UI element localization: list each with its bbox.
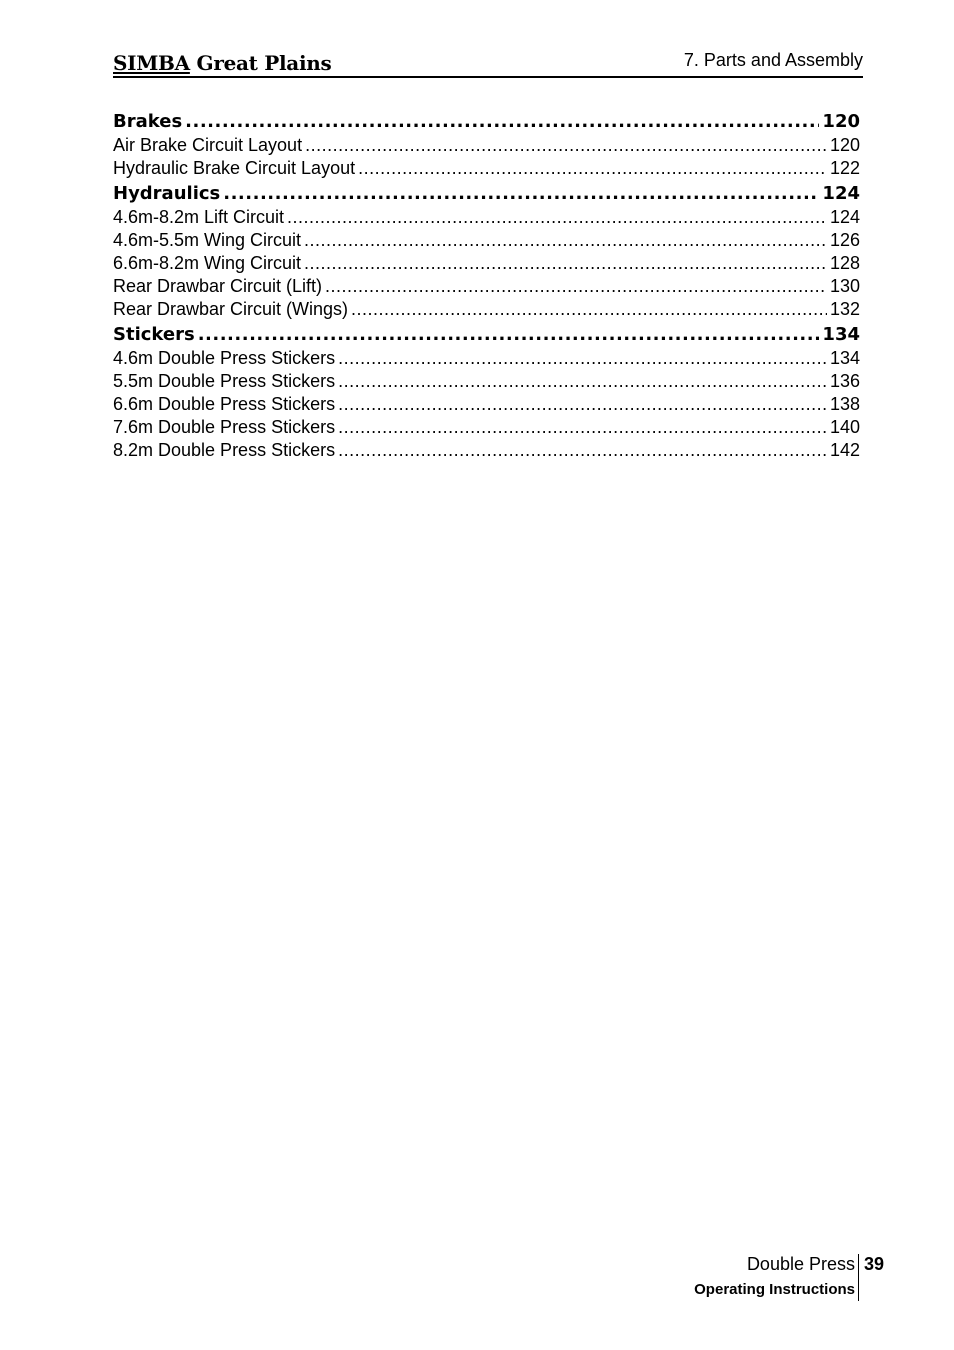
toc-dot-leader — [304, 229, 827, 252]
toc-dot-leader — [338, 439, 827, 462]
toc-label: Hydraulic Brake Circuit Layout — [113, 158, 356, 178]
toc-dot-leader — [304, 252, 827, 275]
toc-label: Air Brake Circuit Layout — [113, 135, 303, 155]
toc-dot-leader — [287, 206, 827, 229]
toc-label: 5.5m Double Press Stickers — [113, 371, 336, 391]
toc-entry[interactable] — [113, 134, 860, 157]
toc-label: 8.2m Double Press Stickers — [113, 440, 336, 460]
toc-dot-leader — [325, 275, 827, 298]
toc-dot-leader — [185, 109, 819, 134]
toc-label: 7.6m Double Press Stickers — [113, 417, 336, 437]
toc-page-number: 120 — [822, 111, 860, 132]
footer-divider — [858, 1254, 859, 1301]
toc-page-number: 138 — [829, 394, 860, 414]
toc-entry[interactable] — [113, 298, 860, 321]
toc-page-number: 120 — [829, 135, 860, 155]
toc-page-number: 126 — [829, 230, 860, 250]
toc-label: Rear Drawbar Circuit (Lift) — [113, 276, 323, 296]
toc-dot-leader — [338, 347, 827, 370]
document-subtitle: Operating Instructions — [694, 1281, 855, 1298]
toc-page-number: 124 — [822, 183, 860, 204]
toc-entry[interactable] — [113, 393, 860, 416]
toc-dot-leader — [198, 322, 820, 347]
toc-label: Brakes — [113, 111, 183, 132]
toc-label: Rear Drawbar Circuit (Wings) — [113, 299, 349, 319]
toc-label: 4.6m-5.5m Wing Circuit — [113, 230, 302, 250]
brand-logo — [113, 51, 331, 75]
toc-entry[interactable] — [113, 206, 860, 229]
section-title: 7. Parts and Assembly — [683, 50, 863, 70]
toc-page-number: 142 — [829, 440, 860, 460]
toc-label: Hydraulics — [113, 183, 221, 204]
table-of-contents — [113, 108, 860, 462]
toc-entry[interactable] — [113, 347, 860, 370]
toc-dot-leader — [338, 416, 827, 439]
toc-dot-leader — [338, 370, 827, 393]
document-title: Double Press — [746, 1254, 855, 1274]
toc-page-number: 124 — [829, 207, 860, 227]
toc-entry[interactable] — [113, 370, 860, 393]
toc-dot-leader — [338, 393, 827, 416]
toc-entry[interactable] — [113, 229, 860, 252]
toc-page-number: 128 — [829, 253, 860, 273]
toc-entry[interactable] — [113, 416, 860, 439]
toc-page-number: 132 — [829, 299, 860, 319]
toc-label: 4.6m Double Press Stickers — [113, 348, 336, 368]
brand-simba: SIMBA — [113, 51, 190, 75]
toc-label: Stickers — [113, 324, 195, 345]
toc-dot-leader — [351, 298, 827, 321]
toc-heading[interactable] — [113, 181, 860, 206]
toc-label: 6.6m-8.2m Wing Circuit — [113, 253, 302, 273]
toc-label: 4.6m-8.2m Lift Circuit — [113, 207, 285, 227]
toc-page-number: 140 — [829, 417, 860, 437]
brand-great-plains: Great Plains — [196, 51, 332, 75]
toc-dot-leader — [305, 134, 827, 157]
toc-dot-leader — [223, 181, 819, 206]
toc-page-number: 130 — [829, 276, 860, 296]
page-footer — [600, 1254, 885, 1302]
toc-entry[interactable] — [113, 252, 860, 275]
toc-entry[interactable] — [113, 275, 860, 298]
toc-page-number: 134 — [822, 324, 860, 345]
page-header — [113, 46, 863, 78]
toc-page-number: 136 — [829, 371, 860, 391]
toc-dot-leader — [358, 157, 827, 180]
toc-heading[interactable] — [113, 109, 860, 134]
toc-page-number: 134 — [829, 348, 860, 368]
toc-label: 6.6m Double Press Stickers — [113, 394, 336, 414]
toc-entry[interactable] — [113, 439, 860, 462]
toc-heading[interactable] — [113, 322, 860, 347]
toc-page-number: 122 — [829, 158, 860, 178]
toc-entry[interactable] — [113, 157, 860, 180]
page-number: 39 — [864, 1254, 885, 1274]
